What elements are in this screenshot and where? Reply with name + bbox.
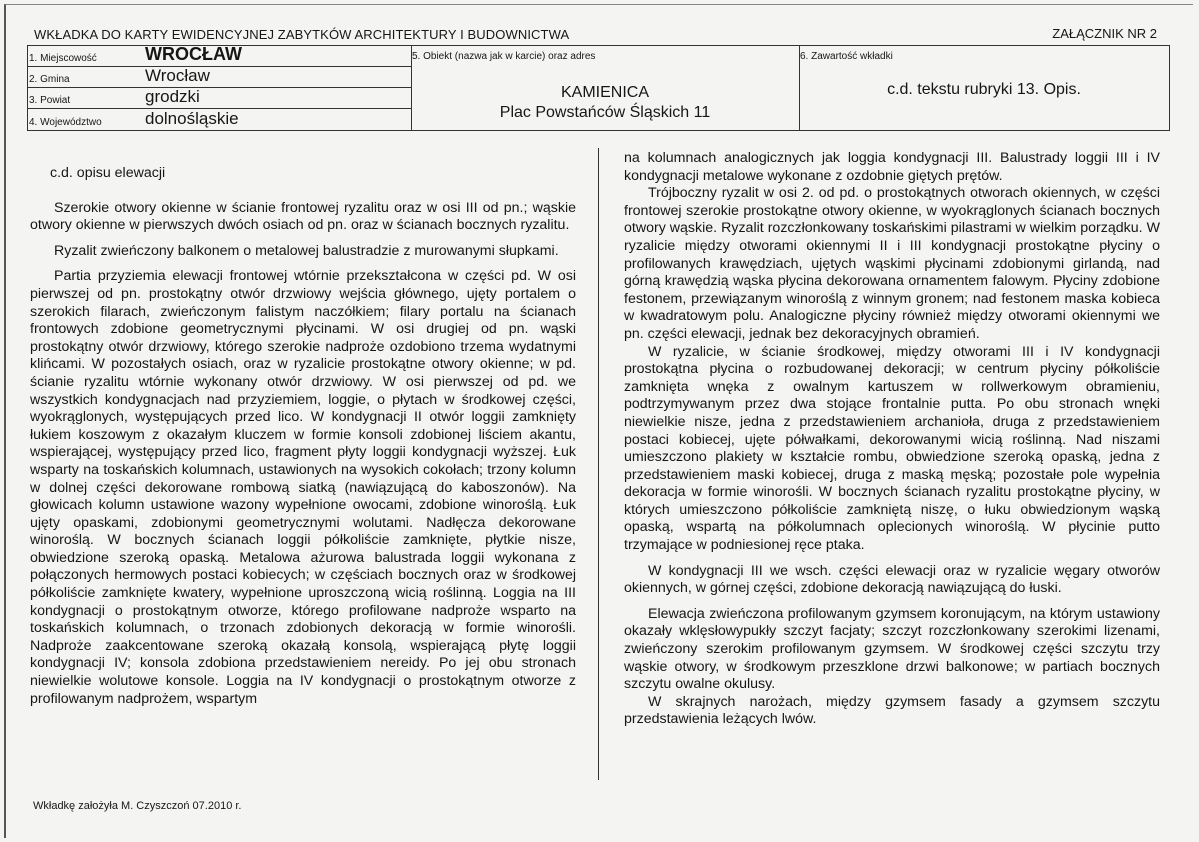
object-address: Plac Powstańców Śląskich 11 [499,104,711,121]
location-row [28,67,411,88]
paragraph: Szerokie otwory okienne w ścianie frontowej ryzalitu oraz w osi III od pn.; wąskie otwory okienne w pierwszych dwóch osiach od pn. oraz w ścianach bocznych ryzalitu. [30,199,576,234]
annex-label: ZAŁĄCZNIK NR 2 [1052,26,1157,41]
contents-label: 6. Zawartość wkładki [800,51,893,62]
location-value: dolnośląskie [145,109,239,128]
location-value: grodzki [145,87,200,106]
location-label: 2. Gmina [29,74,70,85]
contents-column [799,46,1169,130]
paragraph: na kolumnach analogicznych jak loggia kondygnacji III. Balustrady loggii III i IV kondygnacji metalowe wykonane z ozdobnie giętych prętów. [624,150,1160,184]
document-title: WKŁADKA DO KARTY EWIDENCYJNEJ ZABYTKÓW ARCHITEKTURY I BUDOWNICTWA [34,27,570,42]
right-text-column [624,150,1160,729]
location-row [28,109,411,130]
location-label: 4. Województwo [29,117,102,128]
paragraph: W ryzalicie, w ścianie środkowej, między otworami III i IV kondygnacji prostokątna płycina o rozbudowanej dekoracji; w centrum płyciny półkoliście zamknięta wnęka z owalnym kartuszem w rollwerkowym obramieniu, podtrzymywanym przez dwa stojące frontalnie putta. Po obu stronach wnęki niewielkie nisze, jedna z przedstawieniem archanioła, druga z przedstawieniem postaci kobiecej, ujęte półwałkami, dekorowanymi wicią roślinną. Nad niszami umieszczono plakiety w kształcie rombu, obwiedzione szeroką opaską, jedna z przedstawieniem maski kobiecej, druga z maską męską; pozostałe pole wypełnia dekoracja w formie winorośli. W bocznych ścianach ryzalitu prostokątne płyciny, w których umieszczono półkoliście zamkniętą niszę, o łuku obwiedzionym wąską opaską, wspartą na półkolumnach oplecionych winoroślą. W płycinie putto trzymające w podniesionej ręce ptaka. [624,343,1160,554]
column-divider [598,148,599,780]
section-subheading: c.d. opisu elewacji [50,165,166,181]
object-column [411,46,800,130]
location-row [28,88,411,109]
paragraph: Partia przyziemia elewacji frontowej wtórnie przekształcona w części pd. W osi pierwszej od pn. prostokątny otwór drzwiowy wejścia głównego, ujęty portalem o szerokich filarach, zwieńczonym falistym naczółkiem; filary portalu na ścianach frontowych zdobione geometrycznymi płycinami. W osi drugiej od pn. wąski prostokątny otwór drzwiowy, którego szerokie nadproże ozdobiono trzema wydatnymi klińcami. W pozostałych osiach, oraz w ryzalicie prostokątne otwory okienne; w pd. ścianie ryzalitu wtórnie wykonany otwór drzwiowy. W osi pierwszej od pd. we wszystkich kondygnacjach nad przyziemiem, loggie, o płytach w środkowej części, wyokrąglonych, występujących przed lico. W kondygnacji II otwór loggii zamknięty łukiem koszowym z okazałym kluczem w formie konsoli zdobionej liściem akantu, wspierającej, występujący przed lico, fragment płyty loggii kondygnacji wyższej. Łuk wsparty na toskańskich kolumnach, ustawionych na wysokich cokołach; trzony kolumn w dolnej części dekorowane rombową siatką (nawiązującą do kaboszonów). Na głowicach kolumn ustawione wazony wypełnione owocami, zdobione winoroślą. Łuk ujęty opaskami, zdobionymi geometrycznymi wolutami. Nadłęcza dekorowane winoroślą. W bocznych ścianach loggii półkoliście zamknięte, płytkie nisze, obwiedzione szeroką opaską. Metalowa ażurowa balustrada loggii wykonana z połączonych hermowych postaci kobiecych; w częściach bocznych oraz w środkowej półkoliście zamknięte kwatery, wypełnione uproszczoną wicią roślinną. Loggia na III kondygnacji o prostokątnym otworze, którego profilowane nadproże wsparto na toskańskich kolumnach, o trzonach zdobionych dekoracją w formie winorośli. Nadproże zaakcentowane szeroką okazałą konsolą, wspierającą płytę loggii kondygnacji IV; konsola zdobiona przedstawieniem nereidy. Po jej obu stronach niewielkie wolutowe konsole. Loggia na IV kondygnacji o prostokątnym otworze z profilowanym nadprożem, wspartym [30,268,576,707]
paragraph: Elewacja zwieńczona profilowanym gzymsem koronującym, na którym ustawiony okazały wklęsłowypukły szczyt facjaty; szczyt rozczłonkowany szerokimi lizenami, zwieńczony szerokim profilowanym gzymsem. W środkowej części szczytu trzy wąskie otwory, w środkowym przeszklone drzwi balkonowe; w partiach bocznych szczytu owalne okulusy. [624,605,1160,693]
paragraph: Trójboczny ryzalit w osi 2. od pd. o prostokątnych otworach okiennych, w części frontowej szerokie prostokątne otwory okienne, w wyokrąglonych ścianach bocznych otwory wąskie. Ryzalit rozczłonkowany toskańskimi pilastrami w wielkim porządku. W ryzalicie między otworami okiennymi II i III kondygnacji prostokątne płyciny o profilowanych krawędziach, ujętych wąskimi płycinami zdobionymi girlandą, nad górną krawędzią wąska płycina dekorowana ornamentem falowym. Płyciny zdobione festonem, przewiązanym winoroślą z winnym gronem; nad festonem maska kobieca w kwadratowym polu. Analogiczne płyciny również między otworami okiennymi we pn. części elewacji, jednak bez dekoracyjnych obramień. [624,185,1160,342]
location-row [28,46,411,67]
contents-value: c.d. tekstu rubryki 13. Opis. [887,81,1081,98]
object-name: KAMIENICA [560,84,649,101]
paragraph: W skrajnych narożach, między gzymsem fasady a gzymsem szczytu przedstawienia leżących lwów. [624,693,1160,728]
location-value: WROCŁAW [145,44,242,64]
footer-note: Wkładkę założyła M. Czyszczoń 07.2010 r. [33,800,242,812]
paragraph: W kondygnacji III we wsch. części elewacji oraz w ryzalicie węgary otworów okiennych, w górnej części, zdobione dekoracją nawiązującą do łuski. [624,562,1160,597]
location-label: 3. Powiat [29,95,71,106]
object-label: 5. Obiekt (nazwa jak w karcie) oraz adres [412,51,596,62]
location-value: Wrocław [145,66,210,85]
left-text-column [30,165,576,708]
location-label: 1. Miejscowość [29,53,97,64]
location-column [28,46,412,130]
paragraph: Ryzalit zwieńczony balkonem o metalowej balustradzie z murowanymi słupkami. [54,242,559,259]
header-table [27,45,1170,131]
